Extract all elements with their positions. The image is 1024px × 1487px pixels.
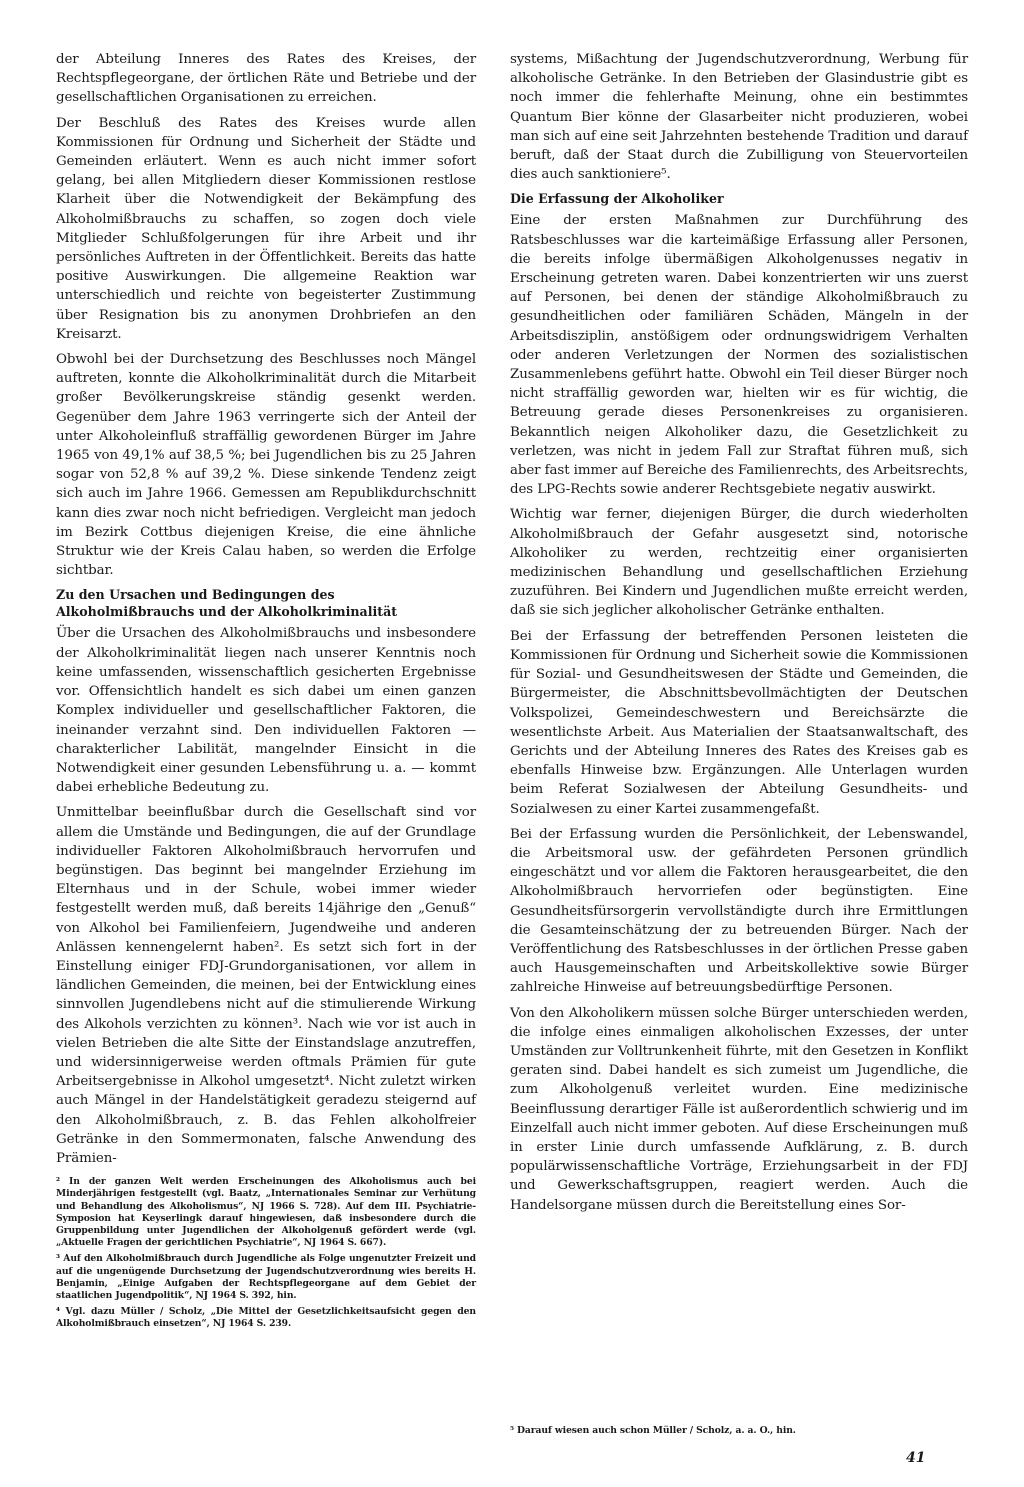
paragraph: Obwohl bei der Durchsetzung des Beschlusses noch Mängel auftreten, konnte die Alkoholkriminalität durch die Mitarbeit großer Bevölkerungskreise ständig gesenkt werden. Gegenüber dem Jahre 1963 verringerte sich der Anteil der unter Alkoholeinfluß straffällig gewordenen Bürger im Jahre 1965 von 49,1% auf 38,5 %; bei Jugendlichen bis zu 25 Jahren sogar von 52,8 % auf 39,2 %. Diese sinkende Tendenz zeigt sich auch im Jahre 1966. Gemessen am Republikdurchschnitt kann dies zwar noch nicht befriedigen. Vergleicht man jedoch im Bezirk Cottbus diejenigen Kreise, die eine ähnliche Struktur wie der Kreis Calau haben, so werden die Erfolge sichtbar. bbox=[56, 352, 476, 579]
footnote: ⁵ Darauf wiesen auch schon Müller / Scholz, a. a. O., hin. bbox=[510, 1425, 796, 1436]
paragraph: Eine der ersten Maßnahmen zur Durchführung des Ratsbeschlusses war die karteimäßige Erfassung aller Personen, die bereits infolge übermäßigen Alkoholgenusses negativ in Erscheinung getreten waren. Dabei konzentrierten wir uns zuerst auf Personen, bei denen der ständige Alkoholmißbrauch zu gesundheitlichen oder familiären Schäden, Mängeln in der Arbeitsdisziplin, anstößigem oder ordnungswidrigem Verhalten oder anderen Verletzungen der Normen des sozialistischen Zusammenlebens geführt hatte. Obwohl ein Teil dieser Bürger noch nicht straffällig geworden war, hielten wir es für wichtig, die Betreuung gerade dieses Personenkreises zu organisieren. Bekanntlich neigen Alkoholiker dazu, die Gesetzlichkeit zu verletzen, was nicht in jedem Fall zur Straftat führen muß, sich aber fast immer auf Bereiche des Familienrechts, des Arbeitsrechts, des LPG-Rechts sowie anderer Rechtsgebiete negativ auswirkt. bbox=[510, 213, 968, 498]
footnotes bbox=[56, 1176, 476, 1330]
paragraph: Der Beschluß des Rates des Kreises wurde allen Kommissionen für Ordnung und Sicherheit der Städte und Gemeinden erläutert. Wenn es auch nicht immer sofort gelang, bei allen Mitgliedern dieser Kommissionen restlose Klarheit über die Notwendigkeit der Bekämpfung des Alkoholmißbrauchs zu schaffen, so zogen doch viele Mitglieder Schlußfolgerungen für ihre Arbeit und ihr persönliches Auftreten in der Öffentlichkeit. Bereits das hatte positive Auswirkungen. Die allgemeine Reaktion war unterschiedlich und reichte von begeisterter Zustimmung über Resignation bis zu anonymen Drohbriefen an den Kreisarzt. bbox=[56, 115, 476, 342]
left-column bbox=[56, 50, 476, 1335]
paragraph: Wichtig war ferner, diejenigen Bürger, die durch wiederholten Alkoholmißbrauch der Gefahr ausgesetzt sind, notorische Alkoholiker zu werden, rechtzeitig einer organisierten medizinischen Behandlung und gesellschaftlichen Erziehung zuzuführen. Bei Kindern und Jugendlichen mußte erreicht werden, daß sie sich jeglicher alkoholischer Getränke enthalten. bbox=[510, 507, 968, 619]
paragraph: Von den Alkoholikern müssen solche Bürger unterschieden werden, die infolge eines einmaligen alkoholischen Exzesses, der unter Umständen zur Volltrunkenheit führte, mit den Gesetzen in Konflikt geraten sind. Dabei handelt es sich zumeist um Jugendliche, die zum Alkoholgenuß verleitet wurden. Eine medizinische Beeinflussung derartiger Fälle ist außerordentlich schwierig und im Einzelfall auch nicht immer geboten. Auf diese Erscheinungen muß in erster Linie durch umfassende Aufklärung, z. B. durch populärwissenschaftliche Vorträge, Erziehungsarbeit in der FDJ und Gewerkschaftsgruppen, reagiert werden. Auch die Handelsorgane müssen durch die Bereitstellung eines Sor- bbox=[510, 1005, 968, 1213]
paragraph: Bei der Erfassung wurden die Persönlichkeit, der Lebenswandel, die Arbeitsmoral usw. der gefährdeten Personen gründlich eingeschätzt und vor allem die Faktoren herausgearbeitet, die den Alkoholmißbrauch hervorriefen oder begünstigten. Eine Gesundheitsfürsorgerin vervollständigte durch ihre Ermittlungen die Gesamteinschätzung der zu betreuenden Bürger. Nach der Veröffentlichung des Ratsbeschlusses in der örtlichen Presse gaben auch Hausgemeinschaften und Arbeitskollektive sowie Bürger zahlreiche Hinweise auf betreuungsbedürftige Personen. bbox=[510, 826, 968, 996]
page-number: 41 bbox=[906, 1450, 926, 1466]
paragraph: Unmittelbar beeinflußbar durch die Gesellschaft sind vor allem die Umstände und Bedingungen, die auf der Grundlage individueller Faktoren Alkoholmißbrauch hervorrufen und begünstigen. Das beginnt bei mangelnder Erziehung im Elternhaus und in der Schule, wobei immer wieder festgestellt werden muß, daß bereits 14jährige den „Genuß“ von Alkohol bei Familienfeiern, Jugendweihe und anderen Anlässen kennengelernt haben². Es setzt sich fort in der Einstellung einiger FDJ-Grundorganisationen, vor allem in ländlichen Gemeinden, die meinen, bei der Entwicklung eines sinnvollen Jugendlebens nicht auf die stimulierende Wirkung des Alkohols verzichten zu können³. Nach wie vor ist auch in vielen Betrieben die alte Sitte der Einstandslage anzutreffen, und widersinnigerweise werden oftmals Prämien für gute Arbeitsergebnisse in Alkohol umgesetzt⁴. Nicht zuletzt wirken auch Mängel in der Handelstätigkeit geradezu steigernd auf den Alkoholmißbrauch, z. B. das Fehlen alkoholfreier Getränke in den Sommermonaten, falsche Anwendung des Prämien- bbox=[56, 805, 476, 1166]
paragraph: Über die Ursachen des Alkoholmißbrauchs und insbesondere der Alkoholkriminalität liegen nach unserer Kenntnis noch keine umfassenden, wissenschaftlich gesicherten Ergebnisse vor. Offensichtlich handelt es sich dabei um einen ganzen Komplex individueller und gesellschaftlicher Faktoren, die ineinander verzahnt sind. Den individuellen Faktoren — charakterlicher Labilität, mangelnder Einsicht in die Notwendigkeit einer gesunden Lebensführung u. a. — kommt dabei erhebliche Bedeutung zu. bbox=[56, 626, 476, 796]
right-column bbox=[510, 50, 968, 1221]
paragraph: Bei der Erfassung der betreffenden Personen leisteten die Kommissionen für Ordnung und Sicherheit sowie die Kommissionen für Sozial- und Gesundheitswesen der Städte und Gemeinden, die Bürgermeister, die Abschnittsbevollmächtigten der Deutschen Volkspolizei, Gemeindeschwestern und Bereichsärzte die wesentlichste Arbeit. Aus Materialien der Staatsanwaltschaft, des Gerichts und der Abteilung Inneres des Rates des Kreises gab es ebenfalls Hinweise bzw. Ergänzungen. Alle Unterlagen wurden beim Referat Sozialwesen der Abteilung Gesundheits- und Sozialwesen zu einer Kartei zusammengefaßt. bbox=[510, 628, 968, 817]
paragraph: der Abteilung Inneres des Rates des Kreises, der Rechtspflegeorgane, der örtlichen Räte und Betriebe und der gesellschaftlichen Organisationen zu erreichen. bbox=[56, 52, 476, 106]
footnote: ³ Auf den Alkoholmißbrauch durch Jugendliche als Folge ungenutzter Freizeit und auf die ungenügende Durchsetzung der Jugendschutzverordnung wies bereits H. Benjamin, „Einige Aufgaben der Rechtspflegeorgane auf dem Gebiet der staatlichen Jugendpolitik“, NJ 1964 S. 392, hin. bbox=[56, 1253, 476, 1301]
section-heading: Zu den Ursachen und Bedingungen des Alkoholmißbrauchs und der Alkoholkriminalität bbox=[56, 587, 398, 620]
footnote: ² In der ganzen Welt werden Erscheinungen des Alkoholismus auch bei Minderjährigen festgestellt (vgl. Baatz, „Internationales Seminar zur Verhütung und Behandlung des Alkoholismus“, NJ 1966 S. 728). Auf dem III. Psychiatrie-Symposion hat Keyserlingk darauf hingewiesen, daß insbesondere durch die Gruppenbildung unter Jugendlichen der Alkoholgenuß gefördert werde (vgl. „Aktuelle Fragen der gerichtlichen Psychiatrie“, NJ 1964 S. 667). bbox=[56, 1176, 476, 1249]
section-heading: Die Erfassung der Alkoholiker bbox=[510, 191, 724, 207]
paragraph: systems, Mißachtung der Jugendschutzverordnung, Werbung für alkoholische Getränke. In den Betrieben der Glasindustrie gibt es noch immer die fehlerhafte Meinung, ohne ein bestimmtes Quantum Bier könne der Glasarbeiter nicht produzieren, wobei man sich auf eine seit Jahrzehnten bestehende Tradition und darauf beruft, daß der Staat durch die Zubilligung von Steuervorteilen dies auch sanktioniere⁵. bbox=[510, 52, 968, 183]
footnote: ⁴ Vgl. dazu Müller / Scholz, „Die Mittel der Gesetzlichkeitsaufsicht gegen den Alkoholmißbrauch einsetzen“, NJ 1964 S. 239. bbox=[56, 1306, 476, 1330]
